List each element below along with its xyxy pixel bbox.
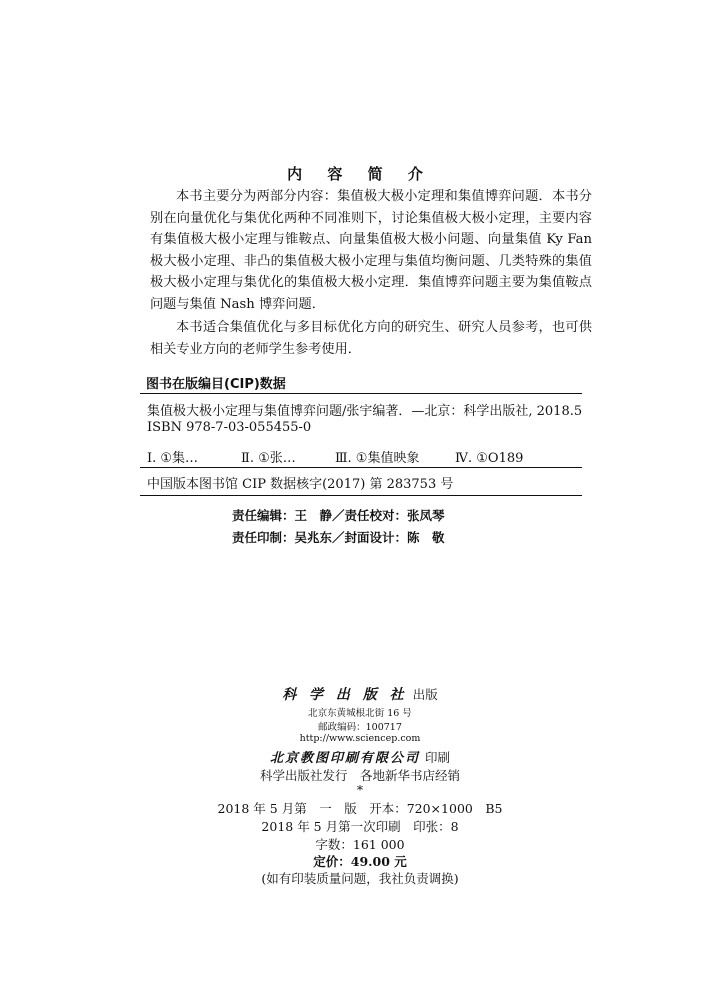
edition-line: 2018 年 5 月第 一 版 开本：720×1000 B5	[217, 801, 503, 816]
cip-heading: 图书在版编目(CIP)数据	[146, 377, 286, 392]
publisher-website: http://www.sciencep.com	[299, 733, 421, 744]
separator-star: *	[356, 782, 364, 797]
cip-top-rule	[140, 393, 582, 394]
word-count: 字数：161 000	[315, 837, 405, 852]
cip-class-1: Ⅰ. ①集…	[147, 451, 199, 466]
publisher-line	[0, 684, 720, 704]
publisher-address: 北京东黄城根北街 16 号	[308, 708, 412, 719]
cip-library-number: 中国版本图书馆 CIP 数据核字(2017) 第 283753 号	[147, 477, 454, 492]
cip-middle-rule	[140, 467, 582, 468]
summary-paragraph-2: 本书适合集值优化与多目标优化方向的研究生、研究人员参考，也可供相关专业方向的老师学生参考使用．	[150, 320, 592, 357]
cip-class-2: Ⅱ. ①张…	[241, 451, 296, 466]
publisher-logotype: 科 学 出 版 社	[282, 687, 408, 703]
distribution-line: 科学出版社发行 各地新华书店经销	[259, 768, 460, 783]
cip-classification	[147, 447, 523, 466]
cip-class-4: Ⅳ. ①O189	[455, 451, 524, 466]
summary-body	[150, 186, 592, 360]
publisher-role: 出版	[412, 687, 438, 702]
price: 定价：49.00 元	[313, 854, 407, 869]
cip-bottom-rule	[140, 495, 582, 496]
printer-line	[0, 747, 720, 766]
cip-class-3: Ⅲ. ①集值映象	[335, 451, 420, 466]
summary-title: 内 容 简 介	[287, 165, 433, 183]
cip-isbn: ISBN 978-7-03-055455-0	[147, 420, 312, 435]
printing-line: 2018 年 5 月第一次印刷 印张：8	[261, 819, 459, 834]
staff-line-2: 责任印制：吴兆东／封面设计：陈 敬	[232, 530, 445, 545]
quality-notice: (如有印装质量问题，我社负责调换)	[261, 871, 459, 886]
publisher-postcode: 邮政编码：100717	[318, 722, 402, 733]
printer-logotype: 北京教图印刷有限公司	[269, 751, 420, 766]
summary-paragraph-1: 本书主要分为两部分内容：集值极大极小定理和集值博弈问题．本书分别在向量优化与集优化两种不同准则下，讨论集值极大极小定理，主要内容有集值极大极小定理与锥鞍点、向量集值极大极小问题、向量集值 Ky Fan 极大极小定理、非凸的集值极大极小定理与集值均衡问题、几类特殊的集值极大极小定理与集优化的集值极大极小定理．集值博弈问题主要为集值鞍点问题与集值 Nash 博弈问题．	[150, 189, 592, 312]
cip-record: 集值极大极小定理与集值博弈问题/张宇编著．—北京：科学出版社, 2018.5	[147, 404, 583, 419]
printer-role: 印刷	[425, 750, 451, 765]
staff-line-1: 责任编辑：王 静／责任校对：张凤琴	[232, 508, 445, 523]
